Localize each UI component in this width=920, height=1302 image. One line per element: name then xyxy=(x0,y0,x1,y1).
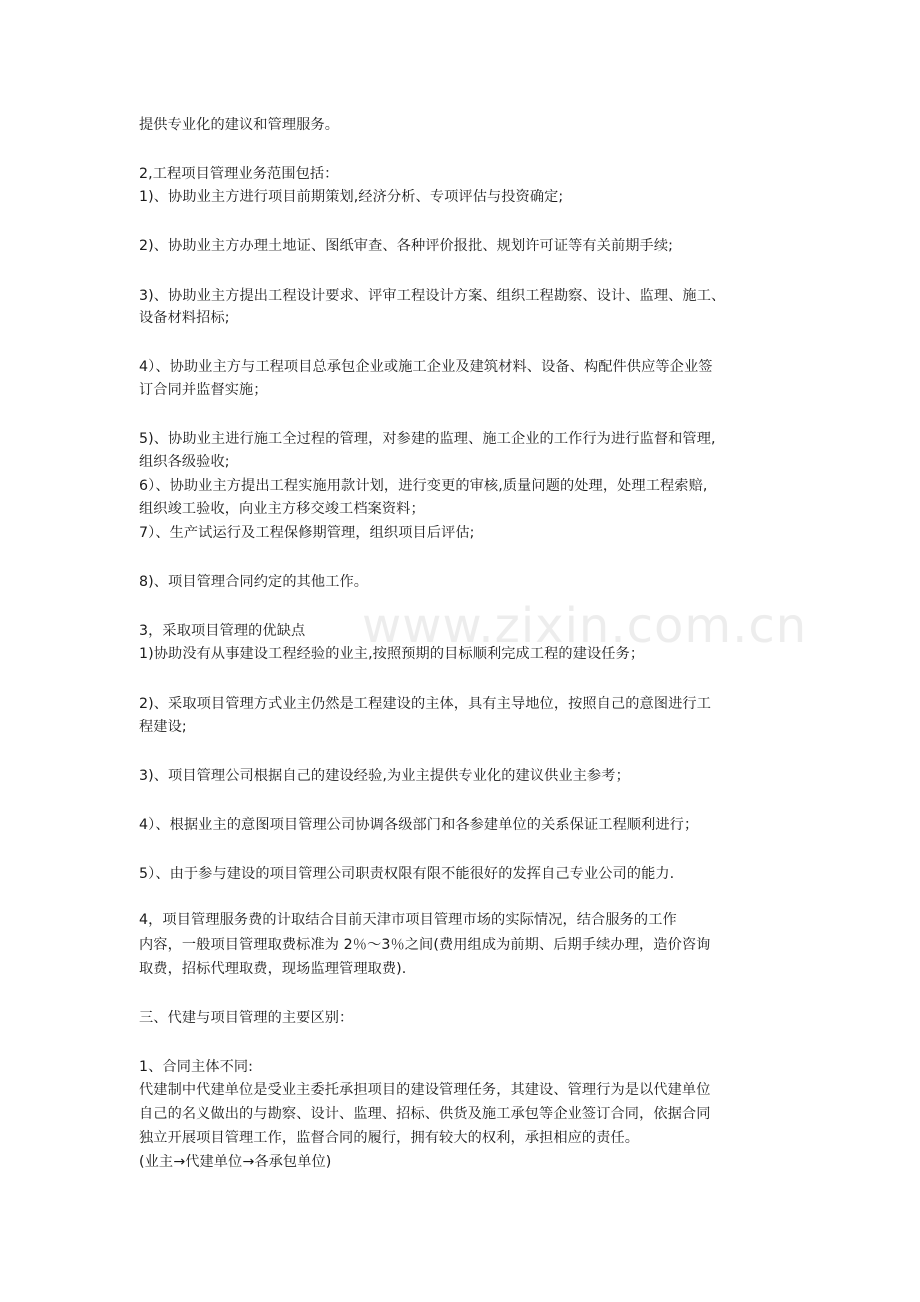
text-line: 4）、根据业主的意图项目管理公司协调各级部门和各参建单位的关系保证工程顺利进行； xyxy=(139,817,699,833)
watermark: www.zixin.com.cn xyxy=(362,598,808,654)
text-line: 5）、由于参与建设的项目管理公司职责权限有限不能很好的发挥自己专业公司的能力. xyxy=(139,866,675,882)
text-line: 5)、协助业主进行施工全过程的管理，对参建的监理、施工企业的工作行为进行监督和管理, xyxy=(139,431,716,447)
text-line: 6）、协助业主方提出工程实施用款计划，进行变更的审核,质量问题的处理，处理工程索赔, xyxy=(139,478,708,494)
text-line: 组织各级验收; xyxy=(139,454,230,470)
text-line: 独立开展项目管理工作，监督合同的履行，拥有较大的权利，承担相应的责任。 xyxy=(139,1130,640,1146)
text-line: 8)、项目管理合同约定的其他工作。 xyxy=(139,574,369,590)
section-heading: 4，项目管理服务费的计取结合目前天津市项目管理市场的实际情况，结合服务的工作 xyxy=(139,912,677,928)
text-line: 3)、协助业主方提出工程设计要求、评审工程设计方案、组织工程勘察、设计、监理、施工、 xyxy=(139,288,726,304)
text-line: 程建设; xyxy=(139,719,187,735)
text-line: 3)、项目管理公司根据自己的建设经验,为业主提供专业化的建议供业主参考； xyxy=(139,768,630,784)
section-heading: 三、代建与项目管理的主要区别： xyxy=(139,1010,354,1026)
text-line: 2)、协助业主方办理土地证、图纸审查、各种评价报批、规划许可证等有关前期手续; xyxy=(139,238,673,254)
text-line: 内容，一般项目管理取费标准为 2％～3％之间(费用组成为前期、后期手续办理，造价咨询 xyxy=(139,937,711,953)
section-heading: 3，采取项目管理的优缺点 xyxy=(139,623,306,639)
text-line: 设备材料招标; xyxy=(139,310,230,326)
text-line: 7）、生产试运行及工程保修期管理，组织项目后评估; xyxy=(139,525,475,541)
text-line: 4）、协助业主方与工程项目总承包企业或施工企业及建筑材料、设备、构配件供应等企业签 xyxy=(139,359,713,375)
text-line: 提供专业化的建议和管理服务。 xyxy=(139,117,340,133)
text-line: (业主→代建单位→各承包单位) xyxy=(139,1154,332,1170)
text-line: 代建制中代建单位是受业主委托承担项目的建设管理任务，其建设、管理行为是以代建单位 xyxy=(139,1082,711,1098)
text-line: 组织竣工验收，向业主方移交竣工档案资料； xyxy=(139,501,425,517)
section-heading: 1、合同主体不同: xyxy=(139,1059,254,1075)
text-line: 自己的名义做出的与勘察、设计、监理、招标、供货及施工承包等企业签订合同，依据合同 xyxy=(139,1106,711,1122)
text-line: 1)协助没有从事建设工程经验的业主,按照预期的目标顺利完成工程的建设任务； xyxy=(139,646,645,662)
section-heading: 2,工程项目管理业务范围包括： xyxy=(139,166,339,182)
text-line: 取费，招标代理取费，现场监理管理取费). xyxy=(139,961,407,977)
text-line: 订合同并监督实施； xyxy=(139,382,268,398)
text-line: 1)、协助业主方进行项目前期策划,经济分析、专项评估与投资确定; xyxy=(139,189,564,205)
text-line: 2)、采取项目管理方式业主仍然是工程建设的主体，具有主导地位，按照自己的意图进行工 xyxy=(139,696,711,712)
